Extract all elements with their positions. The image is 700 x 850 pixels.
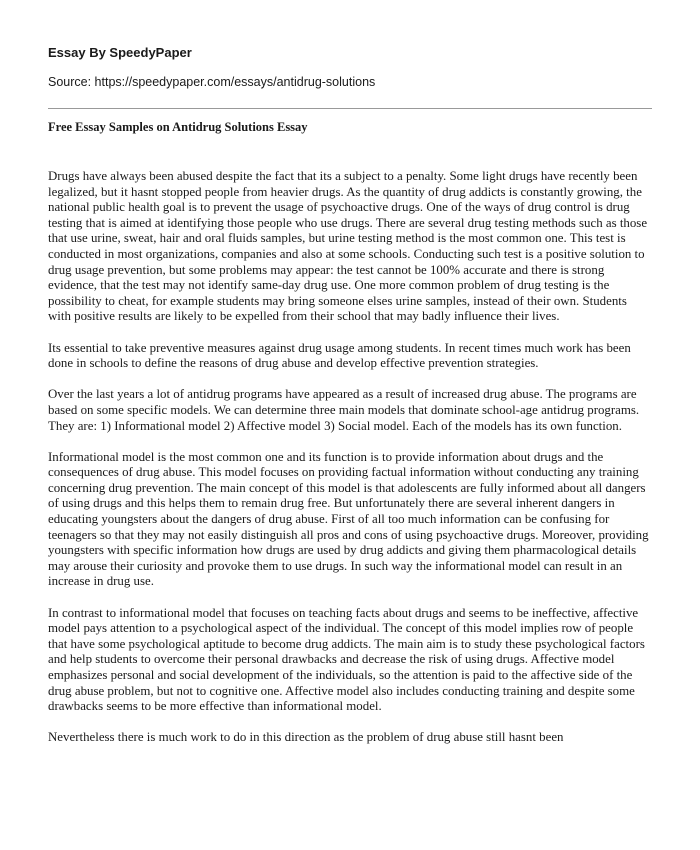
header-divider <box>48 108 652 109</box>
paragraph: Drugs have always been abused despite the fact that its a subject to a penalty. Some light drugs have recently been legalized, but it hasnt stopped people from heavier drugs. As the quantity of drug addicts is constantly growing, the national public health goal is to prevent the usage of psychoactive drugs. One of the ways of drug control is drug testing that is aimed at identifying those people who use drugs. There are several drug testing methods such as those that use urine, sweat, hair and oral fluids samples, but urine testing method is the most common one. This test is conducted in most organizations, companies and also at some schools. Conducting such test is a positive solution to drug usage prevention, but some problems may appear: the test cannot be 100% accurate and there is strong evidence, that the test may not identify same-day drug use. One more common problem of drug testing is the possibility to cheat, for example students may bring someone elses urine samples, instead of their own. Students with positive results are likely to be expelled from their school that may badly influence their lives. <box>48 169 648 324</box>
essay-title: Free Essay Samples on Antidrug Solutions Essay <box>48 120 308 134</box>
paragraph: In contrast to informational model that focuses on teaching facts about drugs and seems to be ineffective, affective model pays attention to a psychological aspect of the individual. The concept of this model implies row of people that have some psychological aptitude to become drug addicts. The main aim is to study these psychological factors and help students to overcome their personal drawbacks and decrease the risk of using drugs. Affective model emphasizes personal and social development of the individuals, so the attention is paid to the affective side of the drug abuse problem, but not to cognitive one. Affective model also includes conducting training and despite some drawbacks seems to be more effective than informational model. <box>48 605 645 714</box>
site-title: Essay By SpeedyPaper <box>48 45 192 60</box>
source-line: Source: https://speedypaper.com/essays/antidrug-solutions <box>48 75 376 89</box>
paragraph: Nevertheless there is much work to do in this direction as the problem of drug abuse still hasnt been <box>48 730 564 745</box>
paragraph: Its essential to take preventive measures against drug usage among students. In recent times much work has been done in schools to define the reasons of drug abuse and develop effective prevention strategies. <box>48 340 631 371</box>
paragraph: Informational model is the most common one and its function is to provide information about drugs and the consequences of drug abuse. This model focuses on providing factual information without conducting any training concerning drug prevention. The main concept of this model is that adolescents are fully informed about all dangers of using drugs and this helps them to remain drug free. But unfortunately there are several inherent dangers in educating youngsters about the dangers of drug abuse. First of all too much information can be confusing for teenagers so that they may not easily distinguish all pros and cons of using psychoactive drugs. Moreover, providing youngsters with specific information how drugs are used by drug addicts and giving them pharmacological details may arouse their curiosity and provoke them to use drugs. In such way the informational model can result in an increase in drug use. <box>48 449 649 589</box>
essay-body <box>48 169 652 762</box>
paragraph: Over the last years a lot of antidrug programs have appeared as a result of increased drug abuse. The programs are based on some specific models. We can determine three main models that dominate school-age antidrug programs. They are: 1) Informational model 2) Affective model 3) Social model. Each of the models has its own function. <box>48 387 640 433</box>
